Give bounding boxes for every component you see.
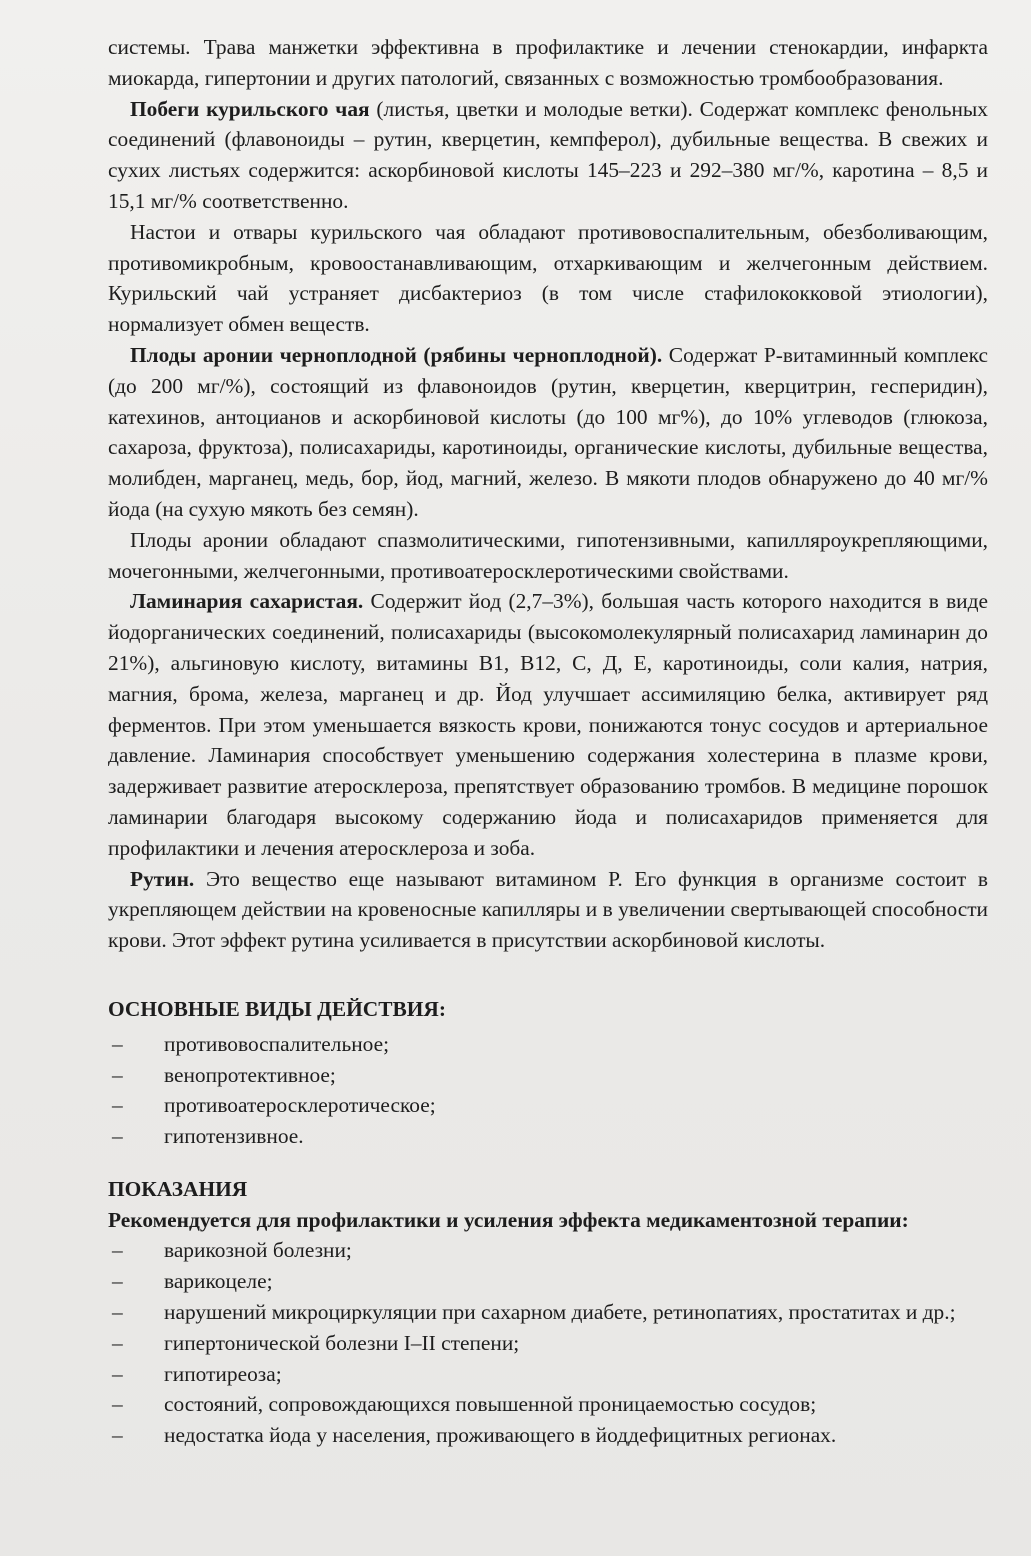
paragraph-rutin-text: Это вещество еще называют витамином Р. Его функция в организме состоит в укрепляющем действии на кровеносные капилляры и в увеличении свертывающей способности крови. Этот эффект рутина усиливается в присутствии аскорбиновой кислоты. — [108, 866, 988, 953]
dash-marker: – — [112, 1062, 123, 1087]
dash-marker: – — [112, 1238, 123, 1263]
paragraph-kurilsky-tea-text: (листья, цветки и молодые ветки). Содержат комплекс фенольных соединений (флавоноиды – рутин, кверцетин, кемпферол), дубильные вещества. В свежих и сухих листьях содержится: аскорбиновой кислоты 145–223 и 292–380 мг/%, каротина – 8,5 и 15,1 мг/% соответственно. — [108, 96, 988, 213]
list-item-text: варикоцеле; — [164, 1269, 273, 1294]
paragraph-aronia-effects: Плоды аронии обладают спазмолитическими, гипотензивными, капилляроукрепляющими, мочегонными, желчегонными, противоатеросклеротическими свойствами. — [108, 527, 988, 583]
paragraph-laminaria — [108, 586, 988, 863]
paragraph-kurilsky-tea — [108, 94, 988, 217]
paragraph-rutin — [108, 864, 988, 956]
dash-marker: – — [112, 1361, 123, 1386]
list-item — [108, 1420, 988, 1451]
document-body — [108, 32, 988, 1451]
list-item-text: варикозной болезни; — [164, 1238, 352, 1263]
term-kurilsky-tea: Побеги курильского чая — [130, 96, 370, 121]
list-item-text: гипотиреоза; — [164, 1361, 282, 1386]
list-item — [108, 1121, 988, 1152]
heading-main-actions: ОСНОВНЫЕ ВИДЫ ДЕЙСТВИЯ: — [108, 996, 446, 1021]
list-item — [108, 1389, 988, 1420]
list-main-actions — [108, 1029, 988, 1152]
list-item-text: противовоспалительное; — [164, 1031, 390, 1056]
list-item — [108, 1090, 988, 1121]
paragraph-aronia — [108, 340, 988, 525]
list-item-text: состояний, сопровождающихся повышенной проницаемостью сосудов; — [164, 1392, 817, 1417]
dash-marker: – — [112, 1392, 123, 1417]
list-item-text: недостатка йода у населения, проживающего в йоддефицитных регионах. — [164, 1423, 837, 1448]
paragraph-laminaria-text: Содержит йод (2,7–3%), большая часть которого находится в виде йодорганических соединений, полисахариды (высокомолекулярный полисахарид ламинарин до 21%), альгиновую кислоту, витамины В1, В12, С, Д, Е, каротиноиды, соли калия, натрия, магния, брома, железа, марганец и др. Йод улучшает ассимиляцию белка, активирует ряд ферментов. При этом уменьшается вязкость крови, понижаются тонус сосудов и артериальное давление. Ламинария способствует уменьшению содержания холестерина в плазме крови, задерживает развитие атеросклероза, препятствует образованию тромбов. В медицине порошок ламинарии благодаря высокому содержанию йода и полисахаридов применяется для профилактики и лечения атеросклероза и зоба. — [108, 589, 988, 860]
term-laminaria: Ламинария сахаристая. — [130, 589, 364, 614]
list-item — [108, 1297, 988, 1328]
dash-marker: – — [112, 1124, 123, 1149]
list-item — [108, 1060, 988, 1091]
list-item — [108, 1235, 988, 1266]
list-item — [108, 1029, 988, 1060]
list-item — [108, 1359, 988, 1390]
dash-marker: – — [112, 1093, 123, 1118]
list-item — [108, 1266, 988, 1297]
dash-marker: – — [112, 1031, 123, 1056]
subheading-indications: Рекомендуется для профилактики и усиления эффекта медикаментозной терапии: — [108, 1207, 909, 1232]
list-item-text: венопротективное; — [164, 1062, 336, 1087]
term-rutin: Рутин. — [130, 866, 195, 891]
paragraph-aronia-text: Содержат Р-витаминный комплекс (до 200 мг/%), состоящий из флавоноидов (рутин, кверцетин, кверцитрин, гесперидин), катехинов, антоцианов и аскорбиновой кислоты (до 100 мг%), до 10% углеводов (глюкоза, сахароза, фруктоза), полисахариды, каротиноиды, органические кислоты, дубильные вещества, молибден, марганец, медь, бор, йод, магний, железо. В мякоти плодов обнаружено до 40 мг/% йода (на сухую мякоть без семян). — [108, 342, 989, 521]
list-item-text: гипертонической болезни I–II степени; — [164, 1330, 520, 1355]
heading-indications: ПОКАЗАНИЯ — [108, 1176, 248, 1201]
list-indications — [108, 1235, 988, 1451]
term-aronia: Плоды аронии черноплодной (рябины черноплодной). — [130, 342, 663, 367]
list-item-text: нарушений микроциркуляции при сахарном диабете, ретинопатиях, простатитах и др.; — [164, 1300, 956, 1325]
dash-marker: – — [112, 1269, 123, 1294]
list-item-text: противоатеросклеротическое; — [164, 1093, 436, 1118]
dash-marker: – — [112, 1330, 123, 1355]
list-item — [108, 1328, 988, 1359]
paragraph-manzhetka-end: системы. Трава манжетки эффективна в профилактике и лечении стенокардии, инфаркта миокарда, гипертонии и других патологий, связанных с возможностью тромбообразования. — [108, 35, 988, 90]
dash-marker: – — [112, 1300, 123, 1325]
dash-marker: – — [112, 1423, 123, 1448]
list-item-text: гипотензивное. — [164, 1124, 304, 1149]
paragraph-kurilsky-tea-effects: Настои и отвары курильского чая обладают противовоспалительным, обезболивающим, противомикробным, кровоостанавливающим, отхаркивающим и желчегонным действием. Курильский чай устраняет дисбактериоз (в том числе стафилококковой этиологии), нормализует обмен веществ. — [108, 219, 988, 337]
